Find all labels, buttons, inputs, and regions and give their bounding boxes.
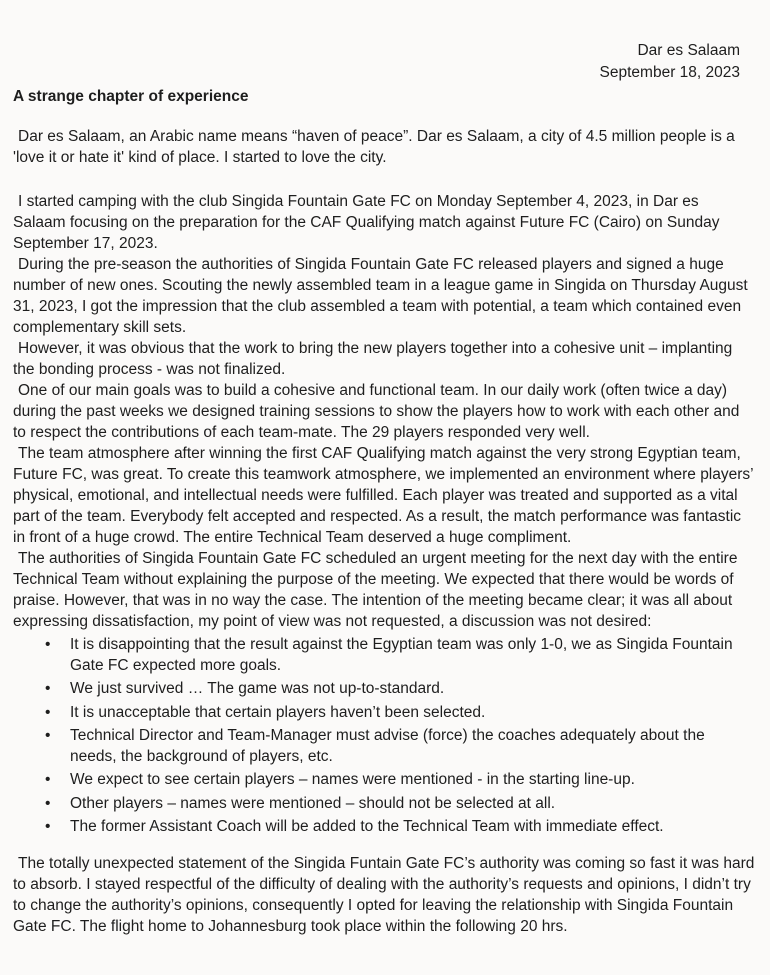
closing-paragraph: The totally unexpected statement of the Singida Funtain Gate FC’s authority was coming so fast it was hard to absorb. I stayed respectful of the difficulty of dealing with the authority’s requests and opinions, I didn’t try to change the authority’s opinions, consequently I opted for leaving the relationship with Singida Fountain Gate FC. The flight home to Johannesburg took place within the following 20 hrs. xyxy=(13,854,755,935)
dateline-location: Dar es Salaam xyxy=(637,42,740,59)
paragraph-cohesion: However, it was obvious that the work to bring the new players together into a cohesive unit – implanting the bonding process - was not finalized. xyxy=(13,340,733,378)
page-title: A strange chapter of experience xyxy=(13,88,249,105)
list-item: • It is unacceptable that certain players haven’t been selected. xyxy=(13,703,755,724)
paragraph-goals: One of our main goals was to build a cohesive and functional team. In our daily work (often twice a day) during the past weeks we designed training sessions to show the players how to work with each other and to respect the contributions of each team-mate. The 29 players responded very well. xyxy=(13,382,740,441)
paragraph-intro: Dar es Salaam, an Arabic name means “haven of peace”. Dar es Salaam, a city of 4.5 million people is a 'love it or hate it' kind of place. I started to love the city. xyxy=(13,128,735,166)
list-item: • It is disappointing that the result against the Egyptian team was only 1-0, we as Singida Fountain Gate FC expected more goals. xyxy=(13,635,755,676)
paragraph-camp: I started camping with the club Singida Fountain Gate FC on Monday September 4, 2023, in Dar es Salaam focusing on the preparation for the CAF Qualifying match against Future FC (Cairo) on Sunday September 17, 2023. xyxy=(13,193,720,252)
dateline xyxy=(13,40,755,84)
list-item: • Other players – names were mentioned – should not be selected at all. xyxy=(13,794,755,815)
grievance-list xyxy=(13,635,755,838)
dateline-date: September 18, 2023 xyxy=(599,64,740,81)
paragraph-meeting: The authorities of Singida Fountain Gate FC scheduled an urgent meeting for the next day with the entire Technical Team without explaining the purpose of the meeting. We expected that there would be words of praise. However, that was in no way the case. The intention of the meeting became clear; it was all about expressing dissatisfaction, my point of view was not requested, a discussion was not desired: xyxy=(13,550,738,630)
list-item: • We expect to see certain players – names were mentioned - in the starting line-up. xyxy=(13,770,755,791)
list-item: • We just survived … The game was not up-to-standard. xyxy=(13,679,755,700)
list-item: • The former Assistant Coach will be added to the Technical Team with immediate effect. xyxy=(13,817,755,838)
paragraph-preseason: During the pre-season the authorities of Singida Fountain Gate FC released players and signed a huge number of new ones. Scouting the newly assembled team in a league game in Singida on Thursday August 31, 2023, I got the impression that the club assembled a team with potential, a team which contained even complementary skill sets. xyxy=(13,256,748,336)
paragraph-atmosphere: The team atmosphere after winning the first CAF Qualifying match against the very strong Egyptian team, Future FC, was great. To create this teamwork atmosphere, we implemented an environment where players’ physical, emotional, and intellectual needs were fulfilled. Each player was treated and supported as a vital part of the team. Everybody felt accepted and respected. As a result, the match performance was fantastic in front of a huge crowd. The entire Technical Team deserved a huge compliment. xyxy=(13,445,754,546)
list-item: • Technical Director and Team-Manager must advise (force) the coaches adequately about the needs, the background of players, etc. xyxy=(13,726,755,767)
